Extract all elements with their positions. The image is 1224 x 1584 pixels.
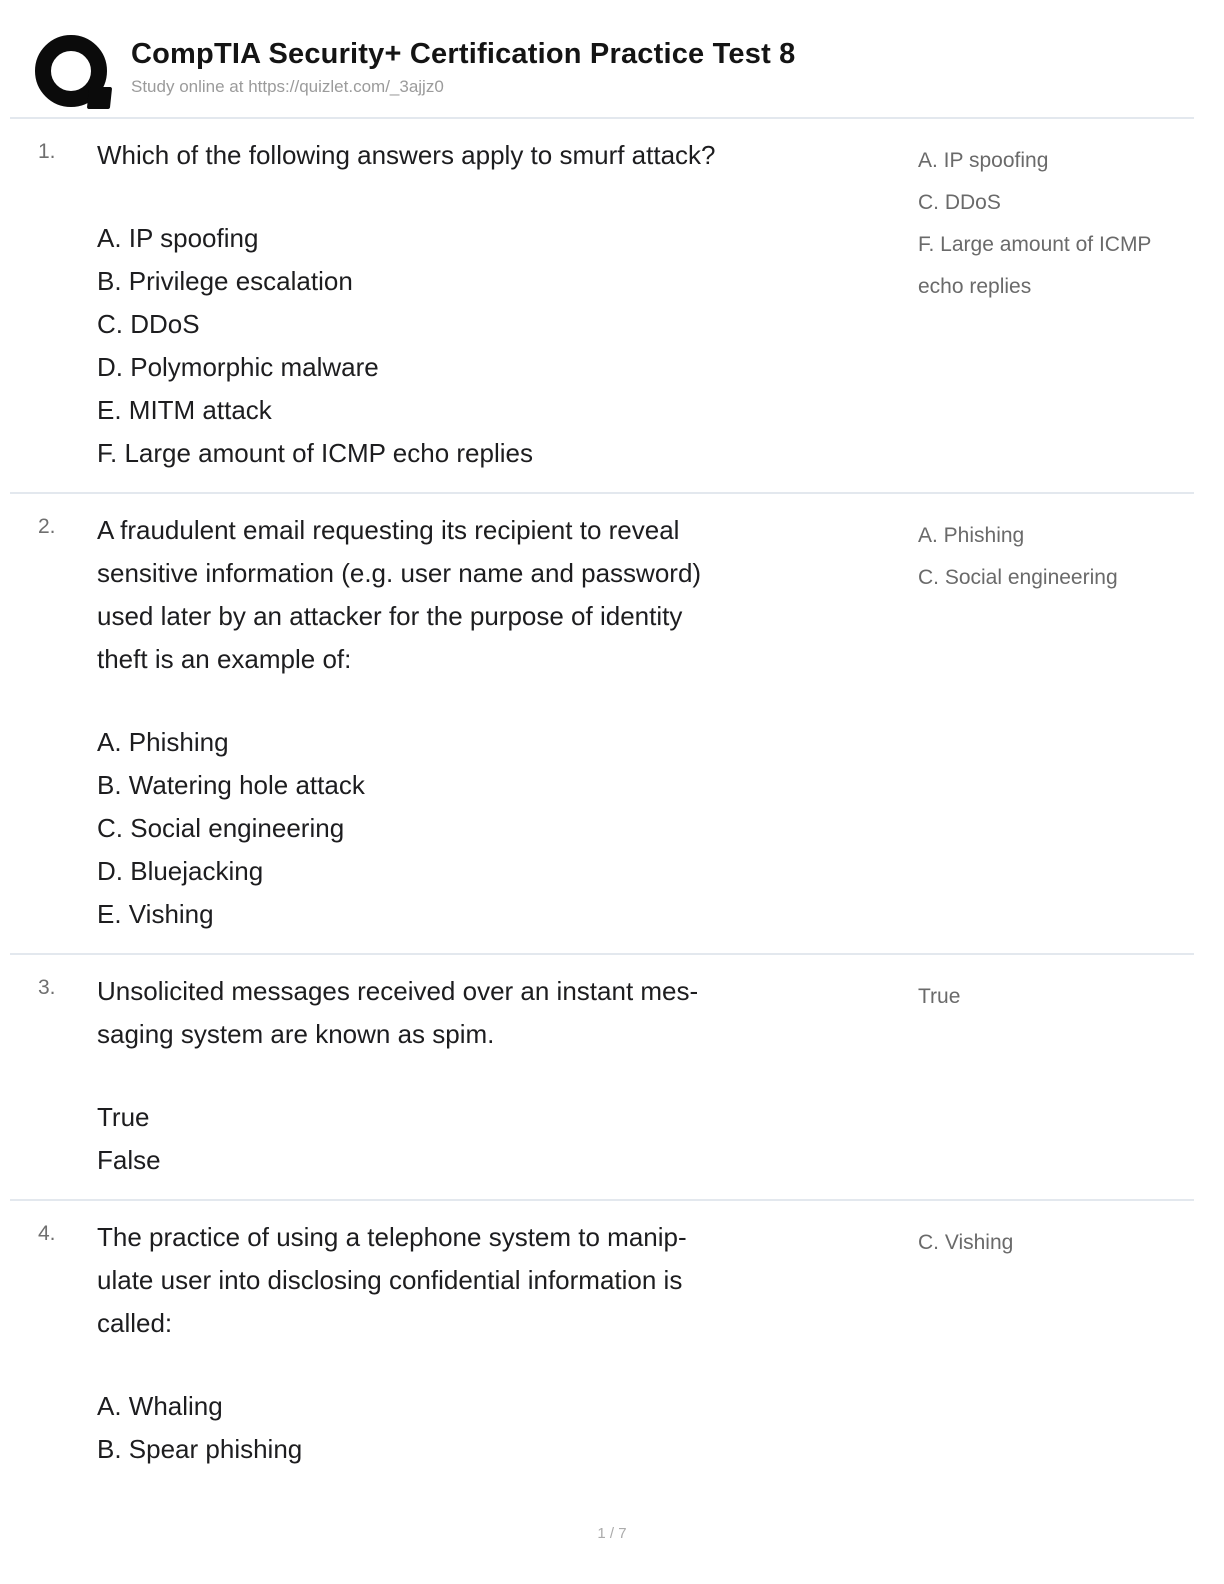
question-text [97,1216,903,1345]
question-number: 3. [38,976,56,999]
correct-answer-line: C. DDoS [918,191,1001,214]
logo-tail [87,87,112,109]
question-block [10,1201,1194,1488]
question-block [10,119,1194,494]
question-correct-answer [918,509,1190,599]
answer-option: F. Large amount of ICMP echo replies [97,438,533,468]
question-options [97,1096,903,1182]
question-text-line: A fraudulent email requesting its recipient to reveal [97,515,680,545]
answer-option: E. MITM attack [97,395,272,425]
answer-option: True [97,1102,150,1132]
question-block [10,494,1194,955]
question-text-line: The practice of using a telephone system to manip- [97,1222,687,1252]
answer-option: A. IP spoofing [97,223,259,253]
question-main [97,509,903,936]
answer-option: A. Phishing [97,727,229,757]
answer-option: C. DDoS [97,309,200,339]
study-online-link-text: Study online at https://quizlet.com/_3ajjz0 [131,77,444,96]
header-text [131,32,796,97]
answer-option: B. Privilege escalation [97,266,353,296]
correct-answer-line: F. Large amount of ICMP echo replies [918,233,1152,298]
question-text-line: called: [97,1308,173,1338]
answer-option: C. Social engineering [97,813,345,843]
question-number: 1. [38,140,56,163]
page-footer [0,1525,1224,1542]
question-correct-answer [918,970,1190,1018]
question-main [97,134,903,475]
answer-option: B. Watering hole attack [97,770,365,800]
question-main [97,1216,903,1471]
question-correct-answer [918,134,1190,308]
question-text-line: theft is an example of: [97,644,352,674]
question-text-line: Unsolicited messages received over an instant mes- [97,976,699,1006]
answer-option: A. Whaling [97,1391,223,1421]
correct-answer-line: True [918,985,961,1008]
question-number: 4. [38,1222,56,1245]
answer-option: D. Polymorphic malware [97,352,379,382]
questions-list [0,119,1224,1488]
question-text [97,509,903,681]
question-correct-answer [918,1216,1190,1264]
correct-answer-line: C. Vishing [918,1231,1014,1254]
question-text [97,134,903,177]
answer-option: D. Bluejacking [97,856,264,886]
question-options [97,1385,903,1471]
question-text-line: saging system are known as spim. [97,1019,495,1049]
header [0,0,1224,110]
question-options [97,217,903,475]
question-text-line: sensitive information (e.g. user name and password) [97,558,702,588]
question-text [97,970,903,1056]
question-text-line: ulate user into disclosing confidential information is [97,1265,683,1295]
page-indicator: 1 / 7 [597,1525,627,1542]
correct-answer-line: A. IP spoofing [918,149,1049,172]
question-block [10,955,1194,1201]
answer-option: E. Vishing [97,899,214,929]
question-text-line: Which of the following answers apply to smurf attack? [97,140,716,170]
correct-answer-line: C. Social engineering [918,566,1118,589]
answer-option: False [97,1145,161,1175]
question-options [97,721,903,936]
correct-answer-line: A. Phishing [918,524,1025,547]
question-number: 2. [38,515,56,538]
page-title: CompTIA Security+ Certification Practice Test 8 [131,38,796,70]
quizlet-q-logo-icon [35,32,111,110]
question-text-line: used later by an attacker for the purpose of identity [97,601,683,631]
answer-option: B. Spear phishing [97,1434,303,1464]
question-main [97,970,903,1182]
